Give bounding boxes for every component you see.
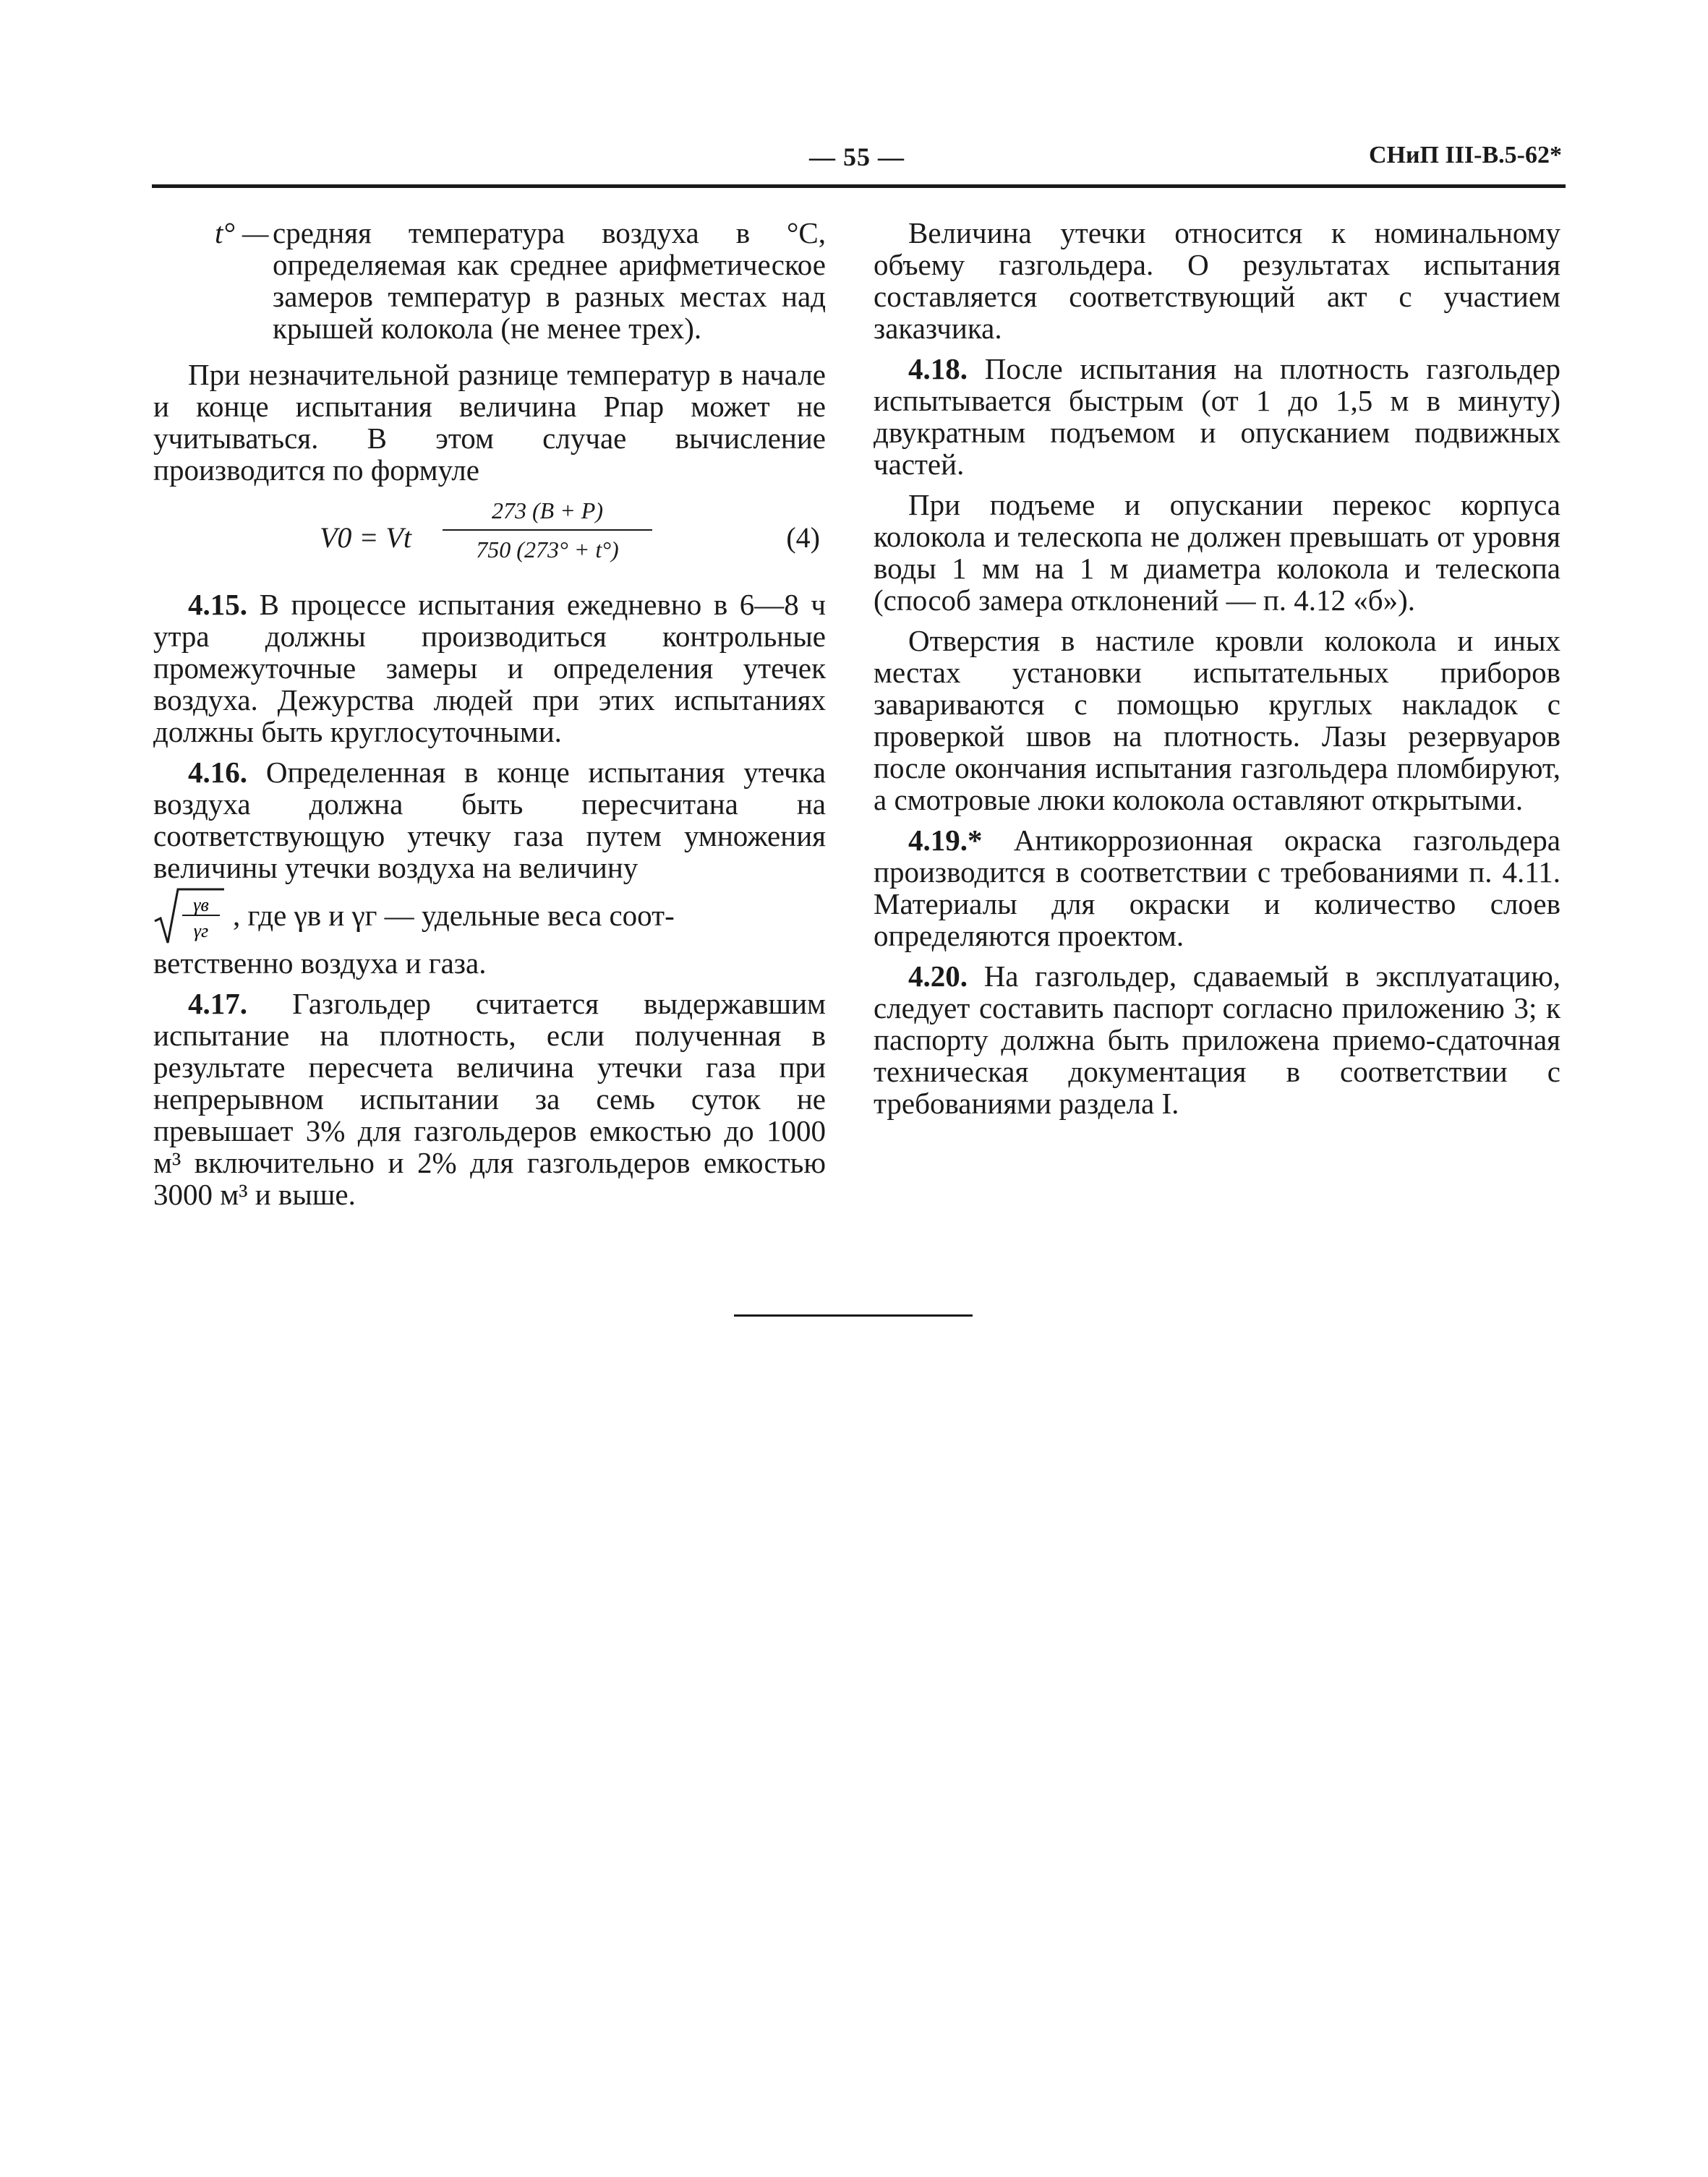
sqrt-expression xyxy=(153,886,826,944)
section-text: На газгольдер, сдаваемый в эксплуатацию, следует составить паспорт согласно приложению 3; к паспорту должна быть приложена приемо-сдаточная техническая документация в соответствии с требованиями раздела I. xyxy=(874,959,1560,1120)
section-number: 4.16. xyxy=(188,756,247,789)
right-column xyxy=(874,217,1560,1128)
section-4-19 xyxy=(874,824,1560,951)
formula-lhs: V0 = Vt xyxy=(320,521,411,554)
section-4-17 xyxy=(153,988,826,1210)
paragraph-leak: Величина утечки относится к номинальному объему газгольдера. О результатах испытания составляется соответствующий акт с участием заказчика. xyxy=(874,216,1560,345)
formula-fraction xyxy=(443,495,652,565)
page-header xyxy=(152,137,1562,181)
definition-t xyxy=(153,217,826,344)
formula-denominator: 750 (273° + t°) xyxy=(476,536,619,563)
section-4-18 xyxy=(874,353,1560,480)
section-text: Газгольдер считается выдержавшим испытание на плотность, если полученная в результате пересчета величина утечки газа при непрерывном испытании за семь суток не превышает 3% для газгольдеров емкостью до 1000 м³ включительно и 2% для газгольдеров емкостью 3000 м³ и выше. xyxy=(153,987,826,1211)
sqrt-denominator: γг xyxy=(193,920,209,941)
section-number: 4.18. xyxy=(908,352,968,385)
section-text: Антикоррозионная окраска газгольдера производится в соответствии с требованиями п. 4.11. Материалы для окраски и количество слоев определяются проектом. xyxy=(874,824,1560,952)
end-rule xyxy=(734,1314,973,1317)
section-number: 4.15. xyxy=(188,588,247,621)
section-text: После испытания на плотность газгольдер испытывается быстрым (от 1 до 1,5 м в минуту) двукратным подъемом и опусканием подвижных частей. xyxy=(874,352,1560,481)
section-text: Определенная в конце испытания утечка воздуха должна быть пересчитана на соответствующую утечку газа путем умножения величины утечки воздуха на величину xyxy=(153,756,827,884)
page-number: — 55 — xyxy=(809,142,905,171)
paragraph-holes: Отверстия в настиле кровли колокола и иных местах установки испытательных приборов завариваются с помощью круглых накладок с проверкой швов на плотность. Лазы резервуаров после окончания испытания газгольдера пломбируют, а смотровые люки колокола оставляют открытыми. xyxy=(874,624,1560,816)
section-number: 4.20. xyxy=(908,959,968,993)
section-4-16-end: ветственно воздуха и газа. xyxy=(153,946,487,980)
definition-symbol: t° — xyxy=(215,216,269,249)
section-text: В процессе испытания ежедневно в 6—8 ч утра должны производиться контрольные промежуточные замеры и определения утечек воздуха. Дежурства людей при этих испытаниях должны быть круглосуточными. xyxy=(153,588,826,748)
formula-numerator: 273 (B + P) xyxy=(443,495,652,531)
header-rule xyxy=(152,184,1566,188)
section-number: 4.19.* xyxy=(908,824,983,857)
section-4-20 xyxy=(874,960,1560,1119)
paragraph-temperature: При незначительной разнице температур в начале и конце испытания величина Pпар может не учитываться. В этом случае вычисление производится по формуле xyxy=(153,358,826,487)
sqrt-numerator: γв xyxy=(193,894,209,915)
sqrt-icon xyxy=(153,886,226,944)
section-4-15 xyxy=(153,589,826,748)
sqrt-tail-text: , где γв и γг — удельные веса соот- xyxy=(233,899,675,932)
section-number: 4.17. xyxy=(188,987,247,1020)
document-code: СНиП III-В.5-62* xyxy=(1368,142,1562,168)
section-4-16 xyxy=(153,756,826,884)
formula-4 xyxy=(153,495,826,581)
formula-number: (4) xyxy=(786,521,820,554)
definition-text: средняя температура воздуха в °С, определяемая как среднее арифметическое замеров температур в разных местах над крышей колокола (не менее трех). xyxy=(273,216,826,345)
left-column xyxy=(153,217,826,1219)
paragraph-tilt: При подъеме и опускании перекос корпуса колокола и телескопа не должен превышать от уровня воды 1 мм на 1 м диаметра колокола и телескопа (способ замера отклонений — п. 4.12 «б»). xyxy=(874,488,1560,617)
